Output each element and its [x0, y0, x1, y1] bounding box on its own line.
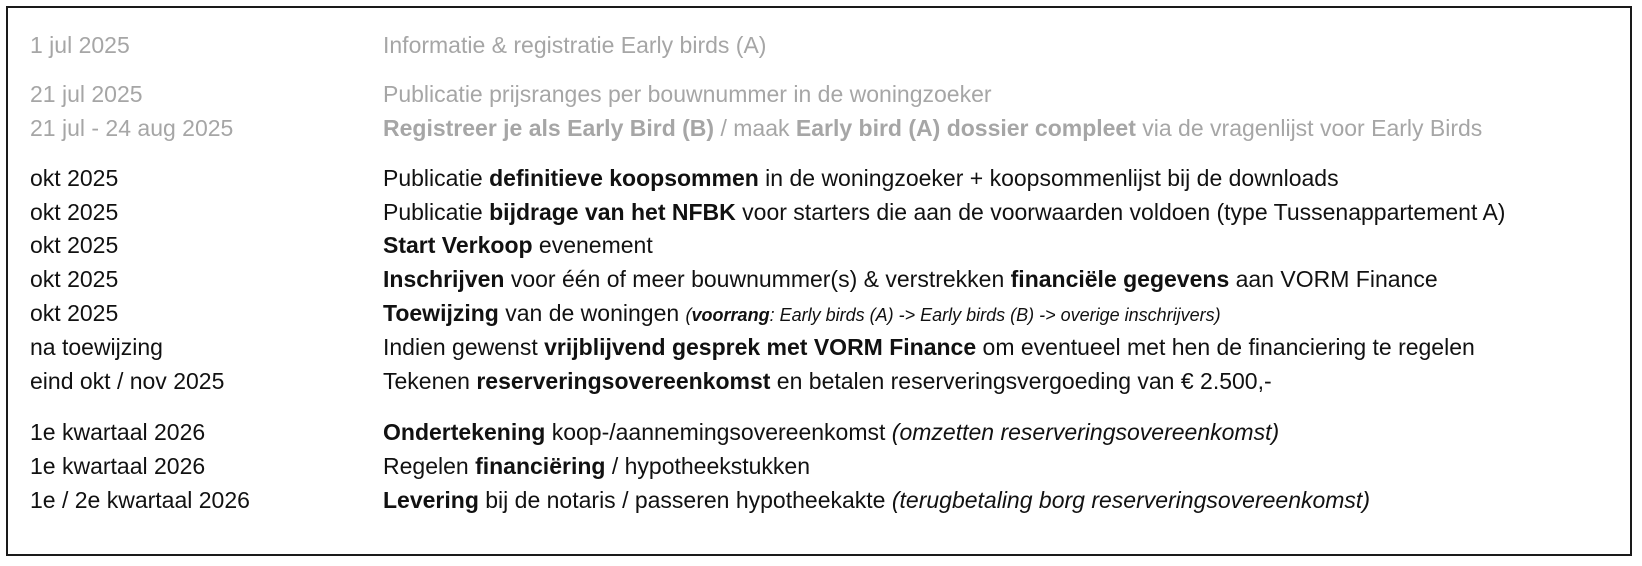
description-segment: Levering: [383, 487, 479, 513]
timeline-row: [8, 77, 1630, 111]
description-segment: Start Verkoop: [383, 232, 533, 258]
description-segment: / maak: [714, 115, 796, 141]
description-segment: vrijblijvend gesprek met VORM Finance: [544, 334, 977, 360]
timeline-date: okt 2025: [30, 232, 119, 258]
description-segment: aan VORM Finance: [1229, 266, 1438, 292]
timeline-date: 21 jul - 24 aug 2025: [30, 115, 234, 141]
description-segment: Tekenen: [383, 368, 477, 394]
planning-timeline-box: [6, 6, 1632, 556]
description-segment: evenement: [532, 232, 653, 258]
timeline-row: [8, 296, 1630, 330]
timeline-row: [8, 228, 1630, 262]
timeline-date: okt 2025: [30, 199, 119, 225]
timeline-row: [8, 449, 1630, 483]
description-segment: koop-/aannemingsovereenkomst: [545, 419, 892, 445]
description-segment: definitieve koopsommen: [489, 165, 759, 191]
description-segment: Inschrijven: [383, 266, 505, 292]
timeline-description: [383, 296, 1221, 332]
timeline-description: [383, 330, 1475, 364]
description-segment: reserveringsovereenkomst: [476, 368, 771, 394]
timeline-description: [383, 111, 1482, 145]
description-segment: Publicatie: [383, 165, 490, 191]
description-segment: financiëring: [475, 453, 606, 479]
timeline-row: [8, 364, 1630, 398]
timeline-row: [8, 415, 1630, 449]
timeline-date: 1e kwartaal 2026: [30, 419, 206, 445]
timeline-date: okt 2025: [30, 165, 119, 191]
timeline-row: [8, 483, 1630, 517]
description-segment: voorrang: [691, 305, 770, 325]
timeline-date: eind okt / nov 2025: [30, 368, 225, 394]
description-segment: van de woningen: [498, 300, 686, 326]
timeline-row: [8, 195, 1630, 229]
description-segment: Publicatie: [383, 199, 490, 225]
timeline-description: [383, 415, 1279, 449]
timeline-description: [383, 228, 653, 262]
description-segment: om eventueel met hen de financiering te regelen: [976, 334, 1475, 360]
description-segment: Early bird (A) dossier compleet: [795, 115, 1136, 141]
description-segment: en betalen reserveringsvergoeding van € 2.500,-: [770, 368, 1272, 394]
description-segment: financiële gegevens: [1010, 266, 1230, 292]
description-segment: voor één of meer bouwnummer(s) & verstrekken: [504, 266, 1011, 292]
timeline-date: okt 2025: [30, 266, 119, 292]
timeline-description: [383, 195, 1505, 229]
description-segment: Registreer je als Early Bird (B): [383, 115, 715, 141]
description-segment: bij de notaris / passeren hypotheekakte: [478, 487, 892, 513]
timeline-date: okt 2025: [30, 300, 119, 326]
description-segment: / hypotheekstukken: [605, 453, 811, 479]
timeline-row: [8, 111, 1630, 145]
timeline-description: [383, 161, 1339, 195]
timeline-row: [8, 262, 1630, 296]
description-segment: : Early birds (A) -> Early birds (B) -> overige inschrijvers): [769, 305, 1221, 325]
timeline-date: 1e kwartaal 2026: [30, 453, 206, 479]
timeline-row: [8, 28, 1630, 62]
timeline-description: [383, 483, 1370, 517]
timeline-description: [383, 262, 1438, 296]
timeline-description: [383, 77, 992, 111]
description-segment: via de vragenlijst voor Early Birds: [1135, 115, 1483, 141]
description-segment: Regelen: [383, 453, 476, 479]
timeline-date: 21 jul 2025: [30, 81, 143, 107]
timeline-description: [383, 28, 766, 62]
description-segment: Ondertekening: [383, 419, 546, 445]
description-segment: bijdrage van het NFBK: [489, 199, 736, 225]
description-segment: Toewijzing: [383, 300, 499, 326]
timeline-date: na toewijzing: [30, 334, 163, 360]
description-segment: (omzetten reserveringsovereenkomst): [891, 419, 1280, 445]
description-segment: (: [685, 305, 692, 325]
description-segment: (terugbetaling borg reserveringsovereenkomst): [891, 487, 1370, 513]
description-segment: Publicatie prijsranges per bouwnummer in de woningzoeker: [383, 81, 992, 107]
description-segment: voor starters die aan de voorwaarden voldoen (type Tussenappartement A): [735, 199, 1506, 225]
timeline-description: [383, 449, 810, 483]
timeline-row: [8, 330, 1630, 364]
timeline-row: [8, 161, 1630, 195]
timeline-description: [383, 364, 1272, 398]
description-segment: Indien gewenst: [383, 334, 545, 360]
timeline-date: 1 jul 2025: [30, 32, 130, 58]
description-segment: in de woningzoeker + koopsommenlijst bij de downloads: [758, 165, 1339, 191]
description-segment: Informatie & registratie Early birds (A): [383, 32, 767, 58]
timeline-date: 1e / 2e kwartaal 2026: [30, 487, 250, 513]
